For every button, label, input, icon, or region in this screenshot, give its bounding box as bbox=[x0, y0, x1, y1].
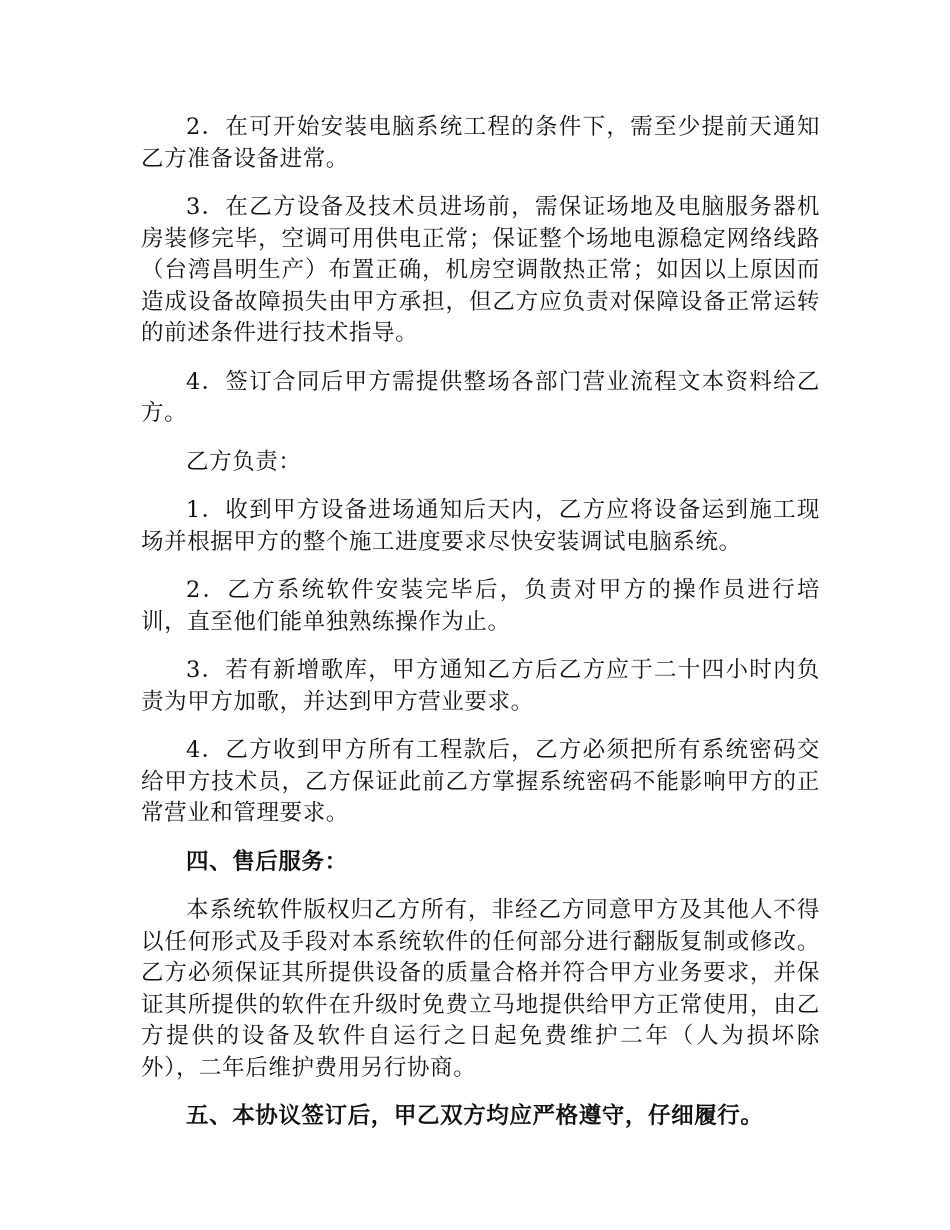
party-b-responsibilities-label: 乙方负责： bbox=[186, 448, 302, 475]
clause-3-site-preparation: 3．在乙方设备及技术员进场前，需保证场地及电脑服务器机房装修完毕，空调可用供电正常；保证整个场地电源稳定网络线路（台湾昌明生产）布置正确，机房空调散热正常；如因以上原因而造成设备故障损失由甲方承担，但乙方应负责对保障设备正常运转的前述条件进行技术指导。 bbox=[141, 194, 820, 346]
party-b-clause-3-song-library: 3．若有新增歌库，甲方通知乙方后乙方应于二十四小时内负责为甲方加歌，并达到甲方营业要求。 bbox=[141, 657, 820, 715]
clause-2-setup-notice: 2．在可开始安装电脑系统工程的条件下，需至少提前天通知乙方准备设备进常。 bbox=[141, 114, 820, 172]
section-heading-agreement-compliance: 五、本协议签订后，甲乙双方均应严格遵守，仔细履行。 bbox=[186, 1103, 764, 1129]
after-sales-service-paragraph: 本系统软件版权归乙方所有，非经乙方同意甲方及其他人不得以任何形式及手段对本系统软件的任何部分进行翻版复制或修改。乙方必须保证其所提供设备的质量合格并符合甲方业务要求，并保证其所提供的软件在升级时免费立马地提供给甲方正常使用，由乙方提供的设备及软件自运行之日起免费维护二年（人为损坏除外），二年后维护费用另行协商。 bbox=[141, 897, 820, 1081]
section-heading-after-sales: 四、售后服务： bbox=[186, 848, 348, 875]
party-b-clause-1-installation: 1．收到甲方设备进场通知后天内，乙方应将设备运到施工现场并根据甲方的整个施工进度要求尽快安装调试电脑系统。 bbox=[141, 497, 820, 555]
clause-4-process-documents: 4．签订合同后甲方需提供整场各部门营业流程文本资料给乙方。 bbox=[141, 368, 820, 426]
party-b-clause-2-training: 2．乙方系统软件安装完毕后，负责对甲方的操作员进行培训，直至他们能单独熟练操作为止。 bbox=[141, 577, 820, 635]
party-b-clause-4-passwords: 4．乙方收到甲方所有工程款后，乙方必须把所有系统密码交给甲方技术员，乙方保证此前乙方掌握系统密码不能影响甲方的正常营业和管理要求。 bbox=[141, 737, 820, 826]
